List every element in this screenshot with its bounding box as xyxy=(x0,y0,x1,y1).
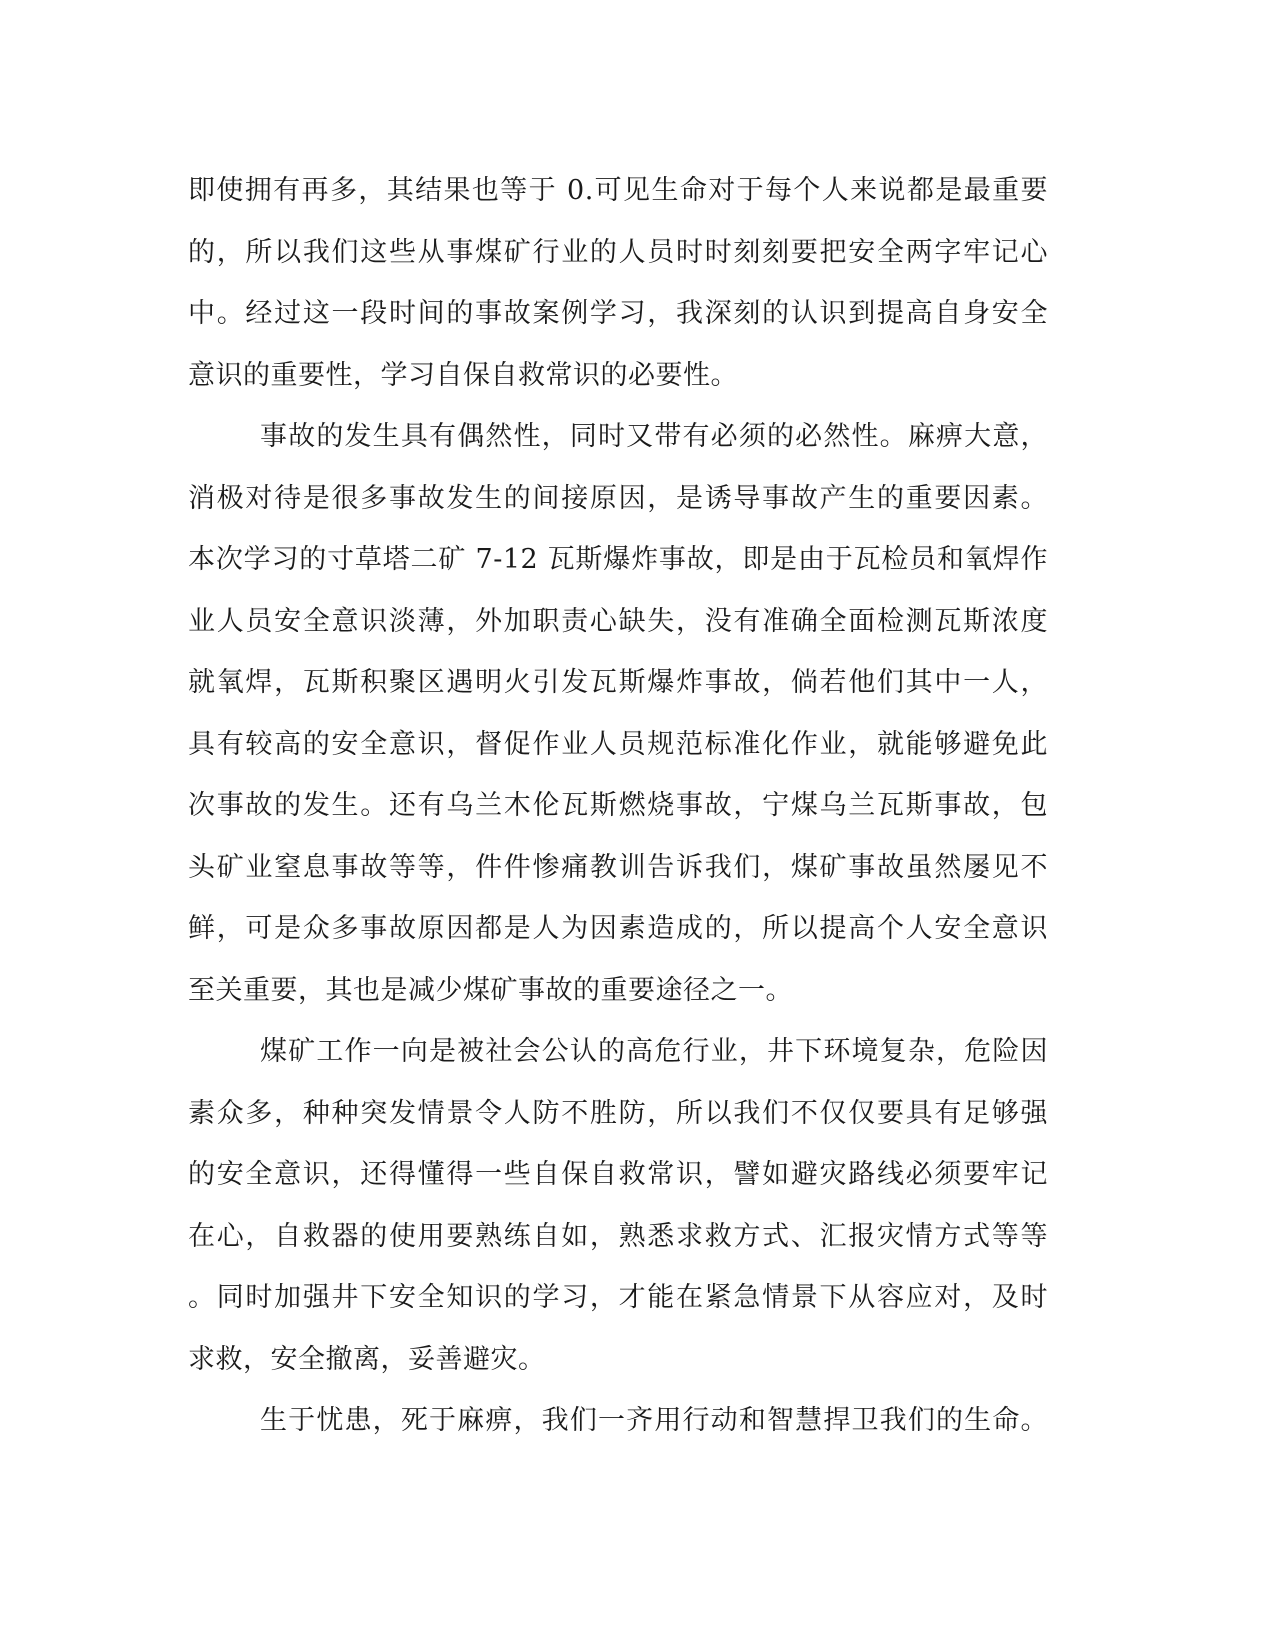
text-line: 中。经过这一段时间的事故案例学习，我深刻的认识到提高自身安全 xyxy=(188,298,1048,329)
text-line: 就氧焊，瓦斯积聚区遇明火引发瓦斯爆炸事故，倘若他们其中一人， xyxy=(188,667,1048,698)
text-line: 具有较高的安全意识，督促作业人员规范标准化作业，就能够避免此 xyxy=(188,728,1048,760)
text-line: 至关重要，其也是减少煤矿事故的重要途径之一。 xyxy=(188,974,793,1006)
text-line: 鲜，可是众多事故原因都是人为因素造成的，所以提高个人安全意识 xyxy=(188,913,1048,944)
text-line: 。同时加强井下安全知识的学习，才能在紧急情景下从容应对，及时 xyxy=(188,1282,1048,1313)
body-text xyxy=(188,160,1048,1452)
text-line: 在心，自救器的使用要熟练自如，熟悉求救方式、汇报灾情方式等等 xyxy=(188,1220,1048,1252)
text-line: 事故的发生具有偶然性，同时又带有必须的必然性。麻痹大意， xyxy=(260,421,1048,452)
text-line: 业人员安全意识淡薄，外加职责心缺失，没有准确全面检测瓦斯浓度 xyxy=(188,605,1048,637)
text-line: 煤矿工作一向是被社会公认的高危行业，井下环境复杂，危险因 xyxy=(260,1036,1048,1067)
text-line: 生于忧患，死于麻痹，我们一齐用行动和智慧捍卫我们的生命。 xyxy=(260,1405,1048,1436)
text-line: 次事故的发生。还有乌兰木伦瓦斯燃烧事故，宁煤乌兰瓦斯事故，包 xyxy=(188,790,1048,821)
text-line: 素众多，种种突发情景令人防不胜防，所以我们不仅仅要具有足够强 xyxy=(188,1097,1048,1129)
text-line: 即使拥有再多，其结果也等于 0.可见生命对于每个人来说都是最重要 xyxy=(188,175,1048,206)
text-line: 消极对待是很多事故发生的间接原因，是诱导事故产生的重要因素。 xyxy=(188,482,1048,514)
text-line: 的安全意识，还得懂得一些自保自救常识，譬如避灾路线必须要牢记 xyxy=(188,1159,1048,1190)
text-line: 头矿业窒息事故等等，件件惨痛教训告诉我们，煤矿事故虽然屡见不 xyxy=(188,851,1048,883)
text-line: 的，所以我们这些从事煤矿行业的人员时时刻刻要把安全两字牢记心 xyxy=(188,236,1048,268)
text-line: 意识的重要性，学习自保自救常识的必要性。 xyxy=(188,359,738,391)
text-line: 本次学习的寸草塔二矿 7-12 瓦斯爆炸事故，即是由于瓦检员和氧焊作 xyxy=(188,544,1048,575)
text-line: 求救，安全撤离，妥善避灾。 xyxy=(188,1343,546,1375)
